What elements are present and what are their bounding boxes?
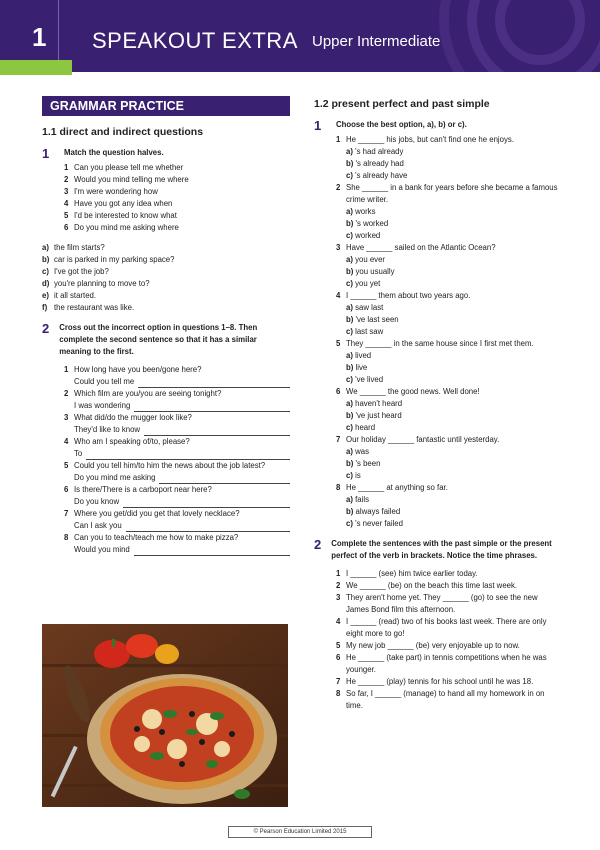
option-letter: b)	[346, 315, 354, 324]
list-item	[336, 676, 560, 688]
question-text: Can you to teach/teach me how to make pizza?	[74, 533, 239, 542]
answer-option[interactable]	[346, 422, 560, 434]
item-text: Would you mind telling me where	[74, 175, 189, 184]
option-letter: c)	[346, 471, 353, 480]
item-number: 1	[336, 569, 341, 578]
answer-line	[74, 448, 290, 460]
option-text: works	[355, 207, 376, 216]
option-letter: a)	[346, 447, 353, 456]
option-letter: c)	[346, 171, 353, 180]
question-text: We ______ the good news. Well done!	[346, 387, 480, 396]
item-text: Can you please tell me whether	[74, 163, 184, 172]
item-number: 3	[336, 243, 341, 252]
item-text: it all started.	[54, 291, 97, 300]
item-letter: a)	[42, 243, 49, 252]
right-column	[314, 96, 560, 712]
list-item	[336, 580, 560, 592]
option-text: 's already have	[355, 171, 408, 180]
question-item	[64, 436, 290, 448]
answer-prompt: Do you mind me asking	[74, 473, 156, 482]
option-text: you ever	[355, 255, 386, 264]
item-number: 3	[64, 187, 69, 196]
answer-prompt: Can I ask you	[74, 521, 122, 530]
item-number: 6	[336, 387, 341, 396]
exercise-header	[42, 147, 290, 160]
option-text: 's worked	[355, 219, 389, 228]
list-item	[64, 174, 290, 186]
option-letter: b)	[346, 363, 354, 372]
answer-option[interactable]	[346, 350, 560, 362]
option-text: fails	[355, 495, 369, 504]
item-number: 4	[64, 437, 69, 446]
item-number: 1	[336, 135, 341, 144]
item-text: I'm were wondering how	[74, 187, 158, 196]
section-banner: GRAMMAR PRACTICE	[42, 96, 290, 116]
exercise-instruction: Choose the best option, a), b) or c).	[336, 120, 467, 129]
question-item	[64, 508, 290, 520]
item-text: He ______ (play) tennis for his school until he was 18.	[346, 677, 534, 686]
list-item	[42, 278, 290, 290]
answer-option[interactable]	[346, 146, 560, 158]
option-text: saw last	[355, 303, 384, 312]
list-item	[336, 652, 560, 676]
item-text: Do you mind me asking where	[74, 223, 179, 232]
question-text: Our holiday ______ fantastic until yesterday.	[346, 435, 500, 444]
question-item	[336, 134, 560, 146]
question-item	[336, 242, 560, 254]
answer-line	[74, 424, 290, 436]
item-number: 4	[336, 617, 341, 626]
item-number: 7	[336, 677, 341, 686]
answer-option[interactable]	[346, 518, 560, 530]
list-item	[336, 616, 560, 640]
option-letter: c)	[346, 327, 353, 336]
question-item	[64, 460, 290, 472]
question-item	[64, 388, 290, 400]
question-text: He ______ at anything so far.	[346, 483, 448, 492]
item-text: I'd be interested to know what	[74, 211, 177, 220]
answer-blank[interactable]	[138, 378, 290, 388]
option-text: is	[355, 471, 361, 480]
exercise-number: 2	[314, 537, 322, 552]
question-item	[64, 364, 290, 376]
list-item	[64, 210, 290, 222]
exercise-number: 1	[42, 146, 50, 161]
answer-option[interactable]	[346, 458, 560, 470]
pizza-photo	[42, 624, 288, 807]
item-text: car is parked in my parking space?	[54, 255, 175, 264]
exercise-instruction: Match the question halves.	[64, 148, 164, 157]
option-text: 's been	[355, 459, 381, 468]
question-item	[64, 412, 290, 424]
answer-option[interactable]	[346, 170, 560, 182]
option-letter: a)	[346, 255, 353, 264]
question-text: What did/do the mugger look like?	[74, 413, 192, 422]
option-letter: c)	[346, 231, 353, 240]
list-item	[64, 162, 290, 174]
left-column	[42, 96, 290, 556]
question-item	[336, 482, 560, 494]
exercise-number: 1	[314, 118, 322, 133]
item-letter: c)	[42, 267, 49, 276]
answer-prompt: Could you tell me	[74, 377, 135, 386]
question-text: Have ______ sailed on the Atlantic Ocean?	[346, 243, 496, 252]
option-text: 's already had	[355, 159, 404, 168]
question-text: Which film are you/you are seeing tonight?	[74, 389, 222, 398]
question-text: They ______ in the same house since I first met them.	[346, 339, 534, 348]
item-number: 8	[336, 483, 341, 492]
answer-prompt: I was wondering	[74, 401, 131, 410]
answer-line	[74, 400, 290, 412]
option-letter: b)	[346, 507, 354, 516]
exercise-instruction: Cross out the incorrect option in questions 1–8. Then complete the second sentence so that it has a similar meaning to the first.	[59, 323, 258, 356]
item-number: 2	[64, 389, 69, 398]
item-number: 7	[336, 435, 341, 444]
option-letter: a)	[346, 147, 353, 156]
option-text: always failed	[355, 507, 401, 516]
answer-option[interactable]	[346, 446, 560, 458]
option-letter: b)	[346, 411, 354, 420]
item-text: I ______ (see) him twice earlier today.	[346, 569, 478, 578]
exercise-header	[314, 119, 560, 132]
item-number: 5	[64, 461, 69, 470]
list-item	[336, 688, 560, 712]
option-letter: a)	[346, 495, 353, 504]
option-letter: c)	[346, 519, 353, 528]
item-number: 4	[336, 291, 341, 300]
answer-option[interactable]	[346, 410, 560, 422]
item-number: 2	[64, 175, 69, 184]
answer-blank[interactable]	[126, 522, 290, 532]
section-title: 1.1 direct and indirect questions	[42, 126, 204, 138]
item-number: 1	[64, 163, 69, 172]
item-number: 6	[64, 485, 69, 494]
list-item	[336, 640, 560, 652]
answer-option[interactable]	[346, 374, 560, 386]
answer-line	[74, 472, 290, 484]
answer-blank[interactable]	[134, 546, 290, 556]
answer-option[interactable]	[346, 494, 560, 506]
option-text: you usually	[355, 267, 395, 276]
answer-blank[interactable]	[144, 426, 290, 436]
item-number: 4	[64, 199, 69, 208]
answer-prompt: Do you know	[74, 497, 120, 506]
option-text: 've last seen	[355, 315, 399, 324]
book-level: Upper Intermediate	[312, 33, 441, 50]
option-letter: b)	[346, 459, 354, 468]
answer-option[interactable]	[346, 254, 560, 266]
answer-option[interactable]	[346, 470, 560, 482]
answer-line	[74, 376, 290, 388]
item-text: My new job ______ (be) very enjoyable up to now.	[346, 641, 520, 650]
item-text: I ______ (read) two of his books last week. There are only eight more to go!	[346, 617, 547, 638]
option-text: you yet	[355, 279, 381, 288]
list-item	[336, 592, 560, 616]
answer-prompt: They'd like to know	[74, 425, 141, 434]
question-text: I ______ them about two years ago.	[346, 291, 471, 300]
answer-option[interactable]	[346, 506, 560, 518]
answer-option[interactable]	[346, 278, 560, 290]
list-item	[42, 242, 290, 254]
item-number: 8	[64, 533, 69, 542]
answer-blank[interactable]	[123, 498, 290, 508]
list-item	[64, 198, 290, 210]
option-text: live	[355, 363, 368, 372]
item-text: the restaurant was like.	[54, 303, 135, 312]
option-letter: b)	[346, 267, 354, 276]
option-text: worked	[355, 231, 381, 240]
option-text: heard	[355, 423, 376, 432]
list-item	[42, 254, 290, 266]
page-header	[0, 0, 600, 72]
question-item	[64, 532, 290, 544]
question-text: Could you tell him/to him the news about the job latest?	[74, 461, 266, 470]
exercise-header	[314, 538, 560, 562]
item-text: you're planning to move to?	[54, 279, 150, 288]
item-number: 1	[64, 365, 69, 374]
answer-option[interactable]	[346, 266, 560, 278]
item-letter: b)	[42, 255, 50, 264]
question-item	[64, 484, 290, 496]
answer-option[interactable]	[346, 398, 560, 410]
answer-option[interactable]	[346, 230, 560, 242]
list-item	[42, 290, 290, 302]
option-letter: a)	[346, 399, 353, 408]
question-text: He ______ his jobs, but can't find one he enjoys.	[346, 135, 514, 144]
question-text: She ______ in a bank for years before she became a famous crime writer.	[346, 183, 558, 204]
question-text: How long have you been/gone here?	[74, 365, 202, 374]
option-letter: c)	[346, 423, 353, 432]
item-text: Have you got any idea when	[74, 199, 173, 208]
option-letter: b)	[346, 219, 354, 228]
option-letter: a)	[346, 303, 353, 312]
item-letter: e)	[42, 291, 49, 300]
item-number: 5	[64, 211, 69, 220]
option-letter: a)	[346, 207, 353, 216]
answer-line	[74, 544, 290, 556]
item-number: 5	[336, 641, 341, 650]
answer-option[interactable]	[346, 326, 560, 338]
answer-line	[74, 520, 290, 532]
book-title: SPEAKOUT EXTRA	[92, 28, 298, 53]
item-text: So far, I ______ (manage) to hand all my homework in on time.	[346, 689, 545, 710]
answer-option[interactable]	[346, 206, 560, 218]
list-item	[336, 568, 560, 580]
item-text: We ______ (be) on the beach this time last week.	[346, 581, 518, 590]
item-number: 2	[336, 183, 341, 192]
option-text: 've just heard	[355, 411, 402, 420]
item-text: I've got the job?	[54, 267, 109, 276]
list-item	[42, 266, 290, 278]
answer-option[interactable]	[346, 158, 560, 170]
section-title: 1.2 present perfect and past simple	[314, 98, 490, 110]
item-number: 5	[336, 339, 341, 348]
item-number: 8	[336, 689, 341, 698]
question-item	[336, 338, 560, 350]
answer-prompt: Would you mind	[74, 545, 130, 554]
question-item	[336, 386, 560, 398]
answer-option[interactable]	[346, 302, 560, 314]
exercise-instruction: Complete the sentences with the past simple or the present perfect of the verb in brackets. Notice the time phrases.	[331, 539, 552, 560]
item-number: 2	[336, 581, 341, 590]
question-item	[336, 290, 560, 302]
option-text: 've lived	[355, 375, 384, 384]
list-item	[64, 186, 290, 198]
option-text: 's had already	[355, 147, 404, 156]
answer-option[interactable]	[346, 218, 560, 230]
item-number: 6	[336, 653, 341, 662]
item-text: They aren't home yet. They ______ (go) to see the new James Bond film this afternoon.	[346, 593, 538, 614]
accent-bar	[0, 60, 72, 75]
item-text: the film starts?	[54, 243, 105, 252]
item-number: 7	[64, 509, 69, 518]
option-text: haven't heard	[355, 399, 403, 408]
item-number: 6	[64, 223, 69, 232]
option-letter: c)	[346, 279, 353, 288]
question-text: Who am I speaking of/to, please?	[74, 437, 190, 446]
item-number: 3	[336, 593, 341, 602]
question-item	[336, 434, 560, 446]
question-text: Where you get/did you get that lovely necklace?	[74, 509, 240, 518]
option-text: lived	[355, 351, 372, 360]
item-number: 3	[64, 413, 69, 422]
item-text: He ______ (take part) in tennis competitions when he was younger.	[346, 653, 547, 674]
list-item	[64, 222, 290, 234]
answer-option[interactable]	[346, 314, 560, 326]
answer-line	[74, 496, 290, 508]
answer-blank[interactable]	[86, 450, 290, 460]
answer-prompt: To	[74, 449, 83, 458]
exercise-number: 2	[42, 321, 50, 336]
answer-blank[interactable]	[134, 402, 290, 412]
unit-number: 1	[32, 22, 47, 52]
option-letter: b)	[346, 159, 354, 168]
option-text: was	[355, 447, 369, 456]
exercise-header	[42, 322, 290, 358]
option-letter: a)	[346, 351, 353, 360]
item-letter: d)	[42, 279, 50, 288]
question-text: Is there/There is a carboport near here?	[74, 485, 212, 494]
list-item	[42, 302, 290, 314]
item-letter: f)	[42, 303, 48, 312]
option-letter: c)	[346, 375, 353, 384]
copyright-footer: © Pearson Education Limited 2015	[228, 826, 372, 838]
answer-blank[interactable]	[159, 474, 290, 484]
option-text: 's never failed	[355, 519, 403, 528]
question-item	[336, 182, 560, 206]
answer-option[interactable]	[346, 362, 560, 374]
option-text: last saw	[355, 327, 384, 336]
